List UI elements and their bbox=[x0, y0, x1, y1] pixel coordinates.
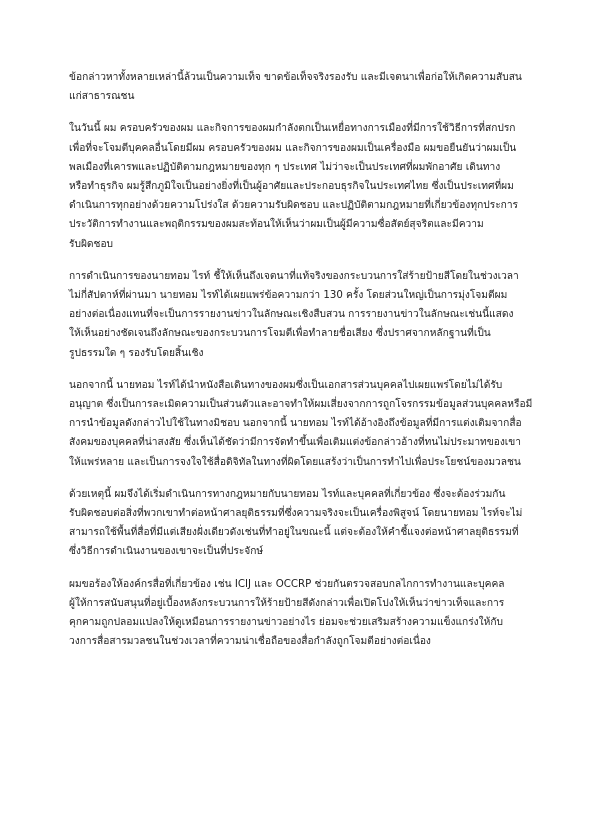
paragraph bbox=[69, 575, 521, 652]
text-line: พลเมืองที่เคารพและปฏิบัติตามกฎหมายของทุก ๆ ประเทศ ไม่ว่าจะเป็นประเทศที่ผมพักอาศัย เดินทาง bbox=[69, 161, 501, 173]
text-line: การนำข้อมูลดังกล่าวไปใช้ในทางมิชอบ นอกจากนี้ นายทอม ไรท์ได้อ้างอิงถึงข้อมูลที่มีการแต่งเติมจากสื่อ bbox=[69, 418, 522, 430]
text-line: ดำเนินการทุกอย่างด้วยความโปร่งใส ด้วยความรับผิดชอบ และปฏิบัติตามกฎหมายที่เกี่ยวข้องทุกประการ bbox=[69, 200, 519, 212]
text-line: รูปธรรมใด ๆ รองรับโดยสิ้นเชิง bbox=[69, 347, 204, 359]
document-body bbox=[69, 68, 533, 664]
text-line: เพื่อที่จะโจมตีบุคคลอื่นโดยมีผม ครอบครัวของผม และกิจการของผมเป็นเครื่องมือ ผมขอยืนยันว่าผมเป็น bbox=[69, 142, 517, 154]
text-line: วงการสื่อสารมวลชนในช่วงเวลาที่ความน่าเชื่อถือของสื่อกำลังถูกโจมตีอย่างต่อเนื่อง bbox=[69, 636, 431, 648]
paragraph bbox=[69, 485, 521, 562]
text-line: ให้เห็นอย่างชัดเจนถึงลักษณะของกระบวนการโจมตีเพื่อทำลายชื่อเสียง ซึ่งปราศจากหลักฐานที่เป็น bbox=[69, 328, 491, 340]
text-line: แก่สาธารณชน bbox=[69, 91, 135, 103]
text-line: นอกจากนี้ นายทอม ไรท์ได้นำหนังสือเดินทางของผมซึ่งเป็นเอกสารส่วนบุคคลไปเผยแพร่โดยไม่ได้รับ bbox=[69, 379, 503, 391]
text-line: ผมขอร้องให้องค์กรสื่อที่เกี่ยวข้อง เช่น ICIJ และ OCCRP ช่วยกันตรวจสอบกลไกการทำงานและบุคคล bbox=[69, 578, 505, 590]
text-line: รับผิดชอบต่อสิ่งที่พวกเขาทำต่อหน้าศาลยุติธรรมที่ซึ่งความจริงจะเป็นเครื่องพิสูจน์ โดยนายทอม ไรท์จะไม่ bbox=[69, 508, 523, 520]
text-line: ในวันนี้ ผม ครอบครัวของผม และกิจการของผมกำลังตกเป็นเหยื่อทางการเมืองที่มีการใช้วิธีการที่สกปรก bbox=[69, 123, 516, 135]
paragraph bbox=[69, 267, 521, 363]
paragraph bbox=[69, 68, 521, 106]
text-line: สามารถใช้พื้นที่สื่อที่มีแต่เสียงฝั่งเดียวดังเช่นที่ทำอยู่ในขณะนี้ แต่จะต้องให้คำชี้แจงต่อหน้าศาลยุติธรรมที่ bbox=[69, 527, 519, 539]
text-line: ผู้ให้การสนับสนุนที่อยู่เบื้องหลังกระบวนการให้ร้ายป้ายสีดังกล่าวเพื่อเปิดโปงให้เห็นว่าข่าวเท็จและการ bbox=[69, 597, 505, 609]
text-line: ประวัติการทำงานและพฤติกรรมของผมสะท้อนให้เห็นว่าผมเป็นผู้มีความซื่อสัตย์สุจริตและมีความ bbox=[69, 219, 484, 231]
text-line: ให้แพร่หลาย และเป็นการจงใจใช้สื่อดิจิทัลในทางที่ผิดโดยแสร้งว่าเป็นการทำไปเพื่อประโยชน์ของมวลชน bbox=[69, 456, 521, 468]
text-line: ไม่กี่สัปดาห์ที่ผ่านมา นายทอม ไรท์ได้เผยแพร่ข้อความกว่า 130 ครั้ง โดยส่วนใหญ่เป็นการมุ่งโจมตีผม bbox=[69, 290, 508, 302]
text-line: คุกคามถูกปลอมแปลงให้ดูเหมือนการรายงานข่าวอย่างไร ย่อมจะช่วยเสริมสร้างความแข็งแกร่งให้กับ bbox=[69, 617, 503, 629]
text-line: สังคมของบุคคลที่น่าสงสัย ซึ่งเห็นได้ชัดว่ามีการจัดทำขึ้นเพื่อเติมแต่งข้อกล่าวอ้างที่ทนไม่ประมาทของเขา bbox=[69, 437, 521, 449]
text-line: อนุญาต ซึ่งเป็นการละเมิดความเป็นส่วนตัวและอาจทำให้ผมเสี่ยงจากการถูกโจรกรรมข้อมูลส่วนบุคคลหรือมี bbox=[69, 399, 533, 411]
paragraph bbox=[69, 119, 521, 253]
text-line: ด้วยเหตุนี้ ผมจึงได้เริ่มดำเนินการทางกฎหมายกับนายทอม ไรท์และบุคคลที่เกี่ยวข้อง ซึ่งจะต้องร่วมกัน bbox=[69, 488, 506, 500]
text-line: ข้อกล่าวหาทั้งหลายเหล่านี้ล้วนเป็นความเท็จ ขาดข้อเท็จจริงรองรับ และมีเจตนาเพื่อก่อให้เกิดความสับสน bbox=[69, 72, 522, 83]
text-line: รับผิดชอบ bbox=[69, 238, 114, 250]
text-line: ซึ่งวิธีการดำเนินงานของเขาจะเป็นที่ประจักษ์ bbox=[69, 546, 264, 558]
paragraph bbox=[69, 376, 533, 472]
text-line: หรือทำธุรกิจ ผมรู้สึกภูมิใจเป็นอย่างยิ่งที่เป็นผู้อาศัยและประกอบธุรกิจในประเทศไทย ซึ่งเป็นประเทศที่ผม bbox=[69, 181, 514, 193]
text-line: อย่างต่อเนื่องแทนที่จะเป็นการรายงานข่าวในลักษณะเชิงสืบสวน การรายงานข่าวในลักษณะเช่นนี้แสดง bbox=[69, 309, 514, 321]
text-line: การดำเนินการของนายทอม ไรท์ ชี้ให้เห็นถึงเจตนาที่แท้จริงของกระบวนการใส่ร้ายป้ายสีโดยในช่วงเวลา bbox=[69, 270, 519, 282]
